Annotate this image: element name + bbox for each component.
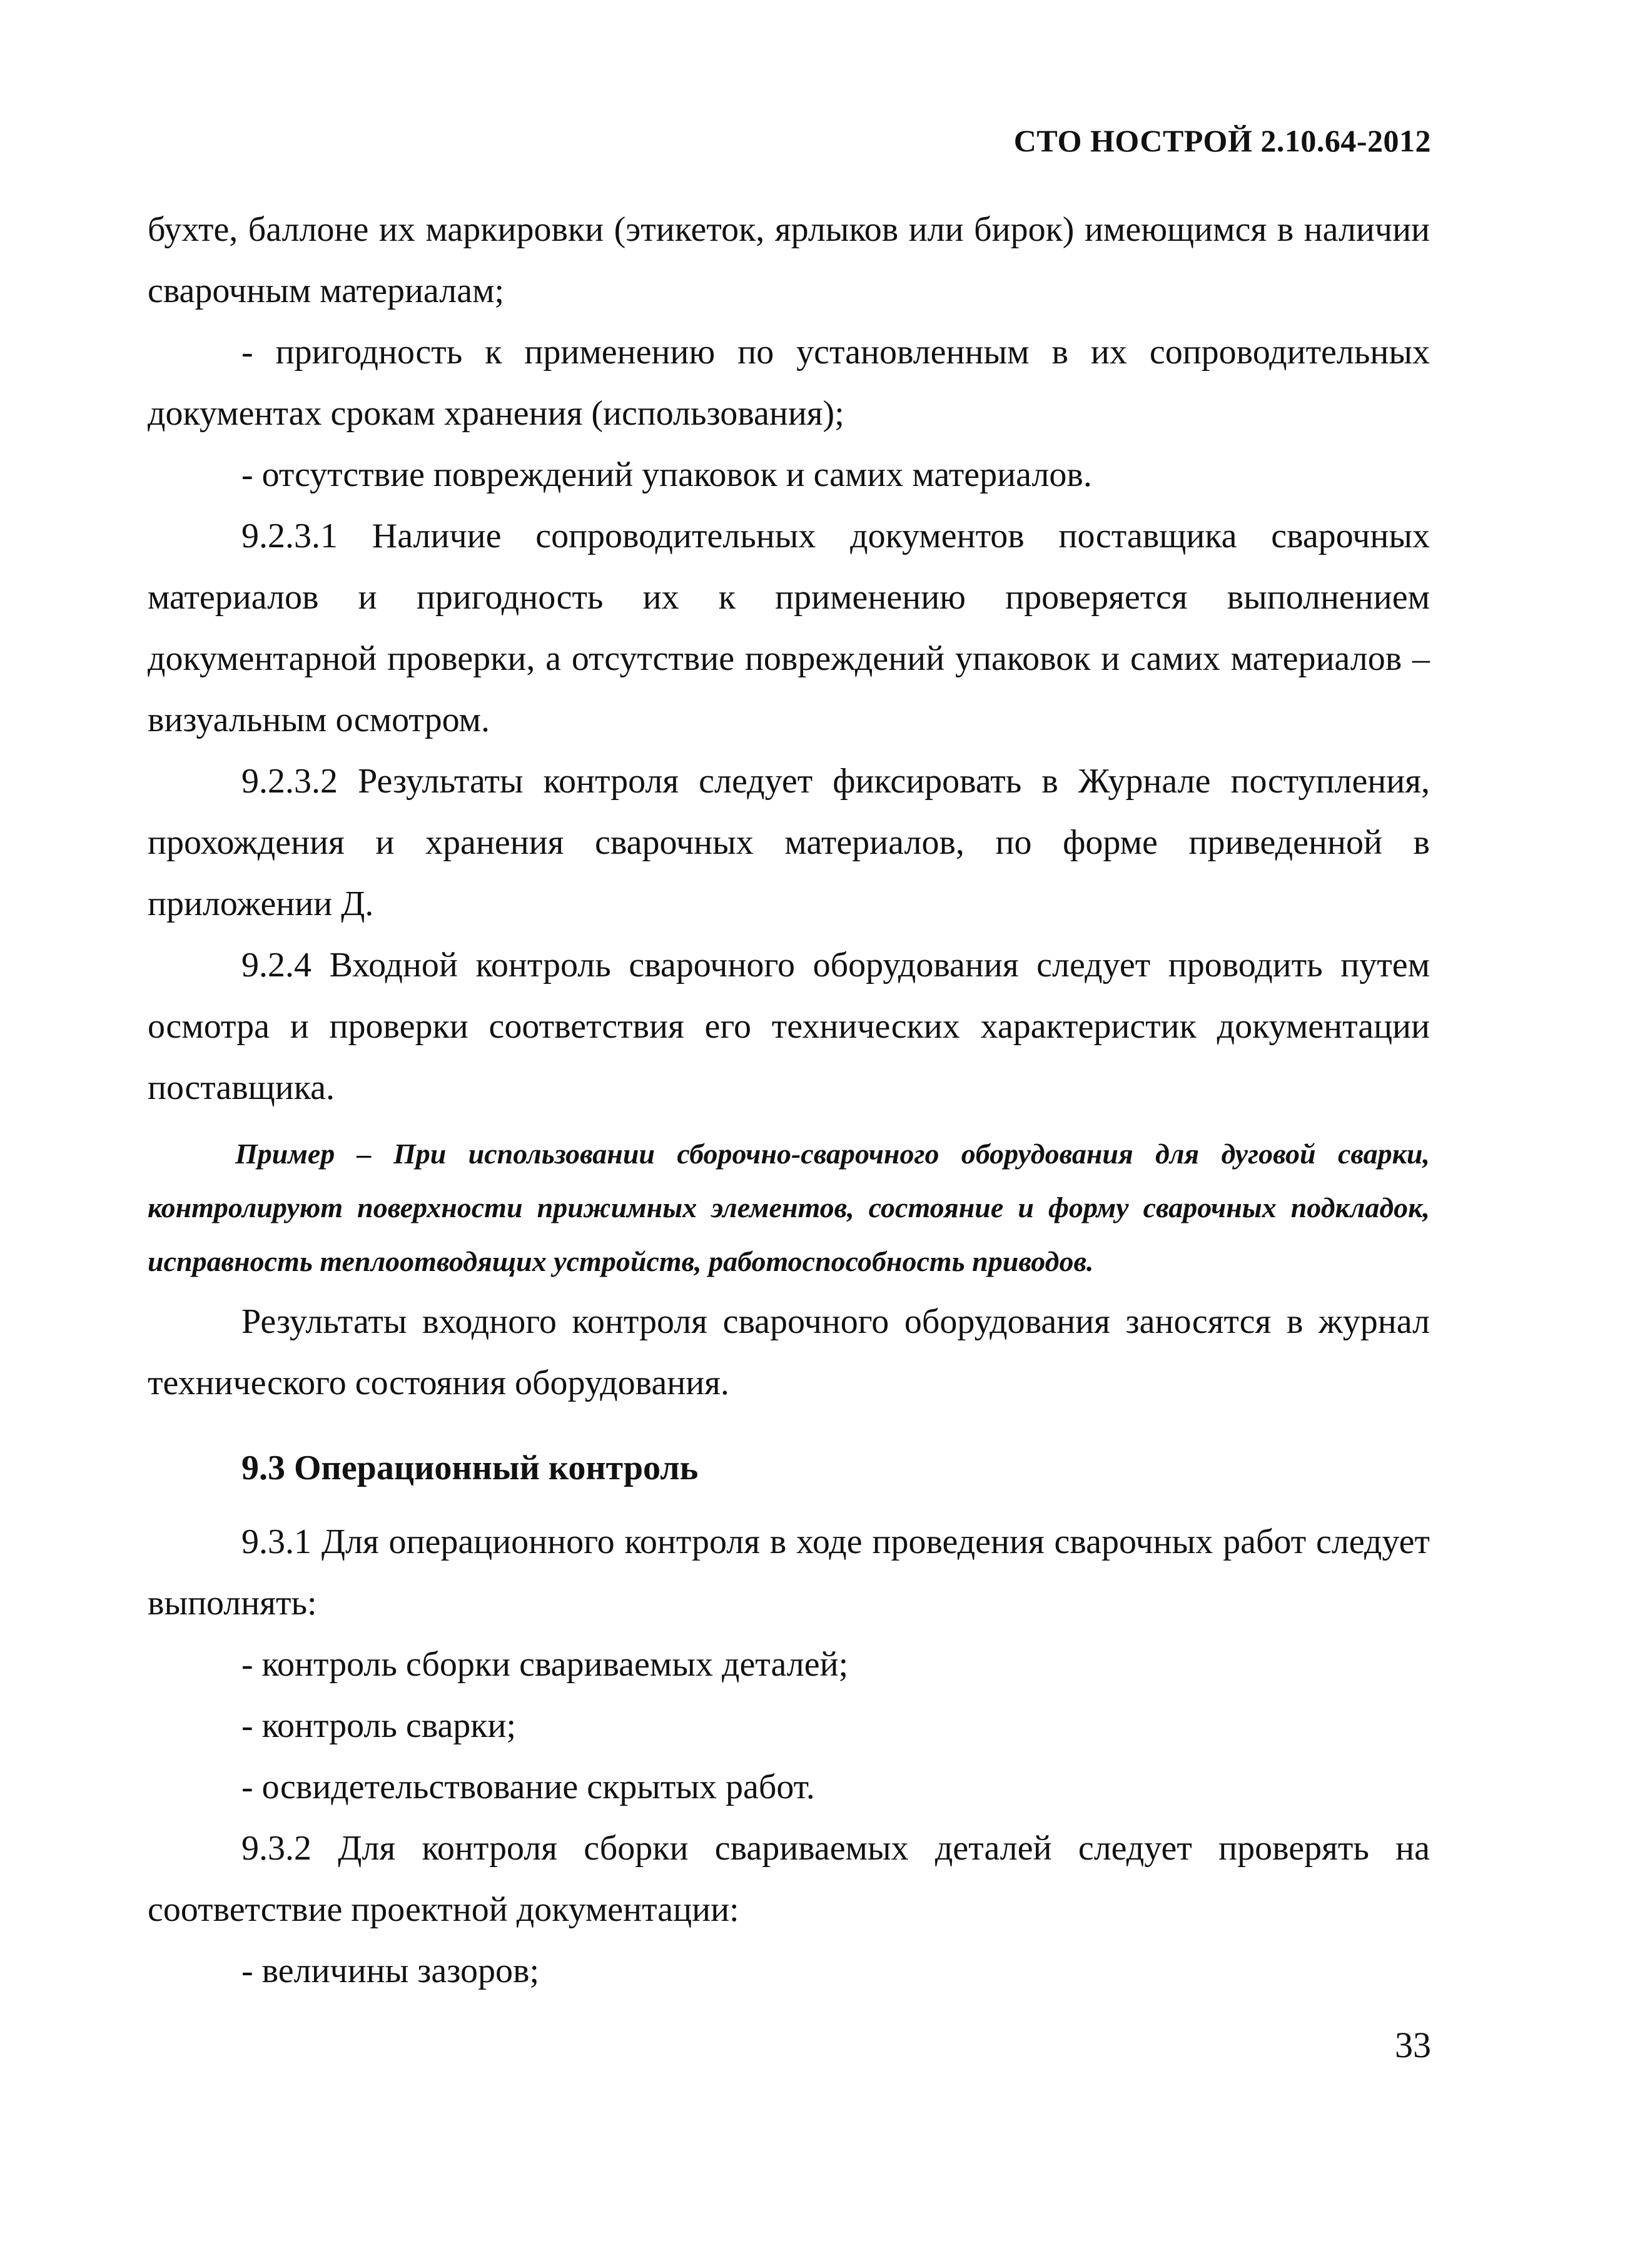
list-item: - контроль сварки;: [241, 1706, 517, 1745]
paragraph-9-3-2: 9.3.2 Для контроля сборки свариваемых деталей следует проверять на соответствие проектной документации:: [148, 1829, 1430, 1929]
page-number: 33: [1395, 2025, 1431, 2065]
paragraph-9-3-1: 9.3.1 Для операционного контроля в ходе проведения сварочных работ следует выполнять:: [148, 1522, 1430, 1623]
list-item: - освидетельствование скрытых работ.: [241, 1768, 815, 1806]
section-heading: 9.3 Операционный контроль: [241, 1449, 699, 1487]
list-item: - пригодность к применению по установленным в их сопроводительных документах срокам хранения (использования);: [148, 333, 1430, 433]
example-note: Пример – При использовании сборочно-сварочного оборудования для дуговой сварки, контролируют поверхности прижимных элементов, состояние и форму сварочных подкладок, исправность теплоотводящих устройств, работоспособность приводов.: [148, 1138, 1430, 1277]
paragraph-9-2-4: 9.2.4 Входной контроль сварочного оборудования следует проводить путем осмотра и проверки соответствия его технических характеристик документации поставщика.: [148, 946, 1430, 1107]
list-item: - величины зазоров;: [241, 1952, 540, 1990]
list-item: - отсутствие повреждений упаковок и самих материалов.: [241, 455, 1092, 494]
page-content: [148, 199, 1430, 2002]
paragraph: Результаты входного контроля сварочного оборудования заносятся в журнал технического состояния оборудования.: [148, 1302, 1430, 1402]
paragraph-9-2-3-2: 9.2.3.2 Результаты контроля следует фиксировать в Журнале поступления, прохождения и хранения сварочных материалов, по форме приведенной в приложении Д.: [148, 762, 1430, 923]
paragraph-9-2-3-1: 9.2.3.1 Наличие сопроводительных документов поставщика сварочных материалов и пригодность их к применению проверяется выполнением документарной проверки, а отсутствие повреждений упаковок и самих материалов – визуальным осмотром.: [148, 517, 1430, 739]
list-item: - контроль сборки свариваемых деталей;: [241, 1645, 849, 1684]
paragraph: бухте, баллоне их маркировки (этикеток, ярлыков или бирок) имеющимся в наличии сварочным материалам;: [148, 210, 1430, 310]
document-code-header: СТО НОСТРОЙ 2.10.64-2012: [1013, 123, 1431, 158]
